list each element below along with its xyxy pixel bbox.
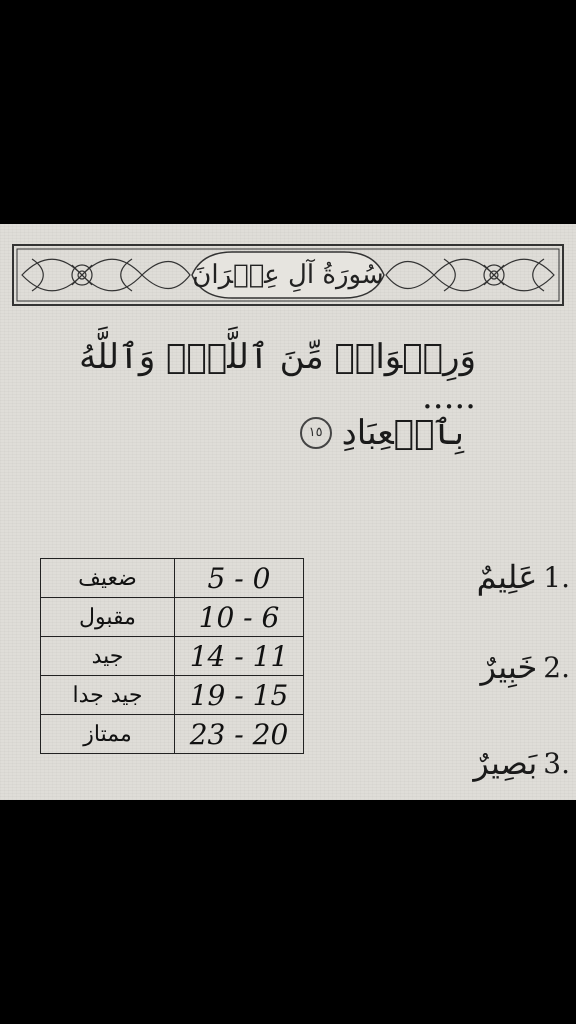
grade-label: ممتاز bbox=[41, 715, 175, 754]
table-row bbox=[41, 676, 304, 715]
grade-label: ضعيف bbox=[41, 559, 175, 598]
quiz-card bbox=[0, 224, 576, 800]
choice-number: 1. bbox=[543, 560, 570, 594]
table-row bbox=[41, 637, 304, 676]
ayah-number-marker: ١٥ bbox=[300, 417, 332, 449]
choice-number: 3. bbox=[543, 746, 570, 780]
score-range: 5 - 0 bbox=[175, 559, 304, 598]
surah-header-banner bbox=[12, 244, 564, 306]
grade-label: جيد جدا bbox=[41, 676, 175, 715]
choice-word: بَصِيرٌ bbox=[473, 744, 538, 782]
grade-label: مقبول bbox=[41, 598, 175, 637]
table-row bbox=[41, 715, 304, 754]
choice-word: خَبِيرٌ bbox=[480, 648, 538, 686]
choice-number: 2. bbox=[543, 650, 570, 684]
score-range: 19 - 15 bbox=[175, 676, 304, 715]
score-range: 10 - 6 bbox=[175, 598, 304, 637]
score-range: 23 - 20 bbox=[175, 715, 304, 754]
score-range: 14 - 11 bbox=[175, 637, 304, 676]
answer-choice-2[interactable] bbox=[350, 640, 570, 694]
verse-line-1: وَرِضۡوَانٞ مِّنَ ٱللَّهِۗ وَٱللَّهُ ..... bbox=[79, 337, 476, 417]
choice-word: عَلِيمٌ bbox=[476, 558, 538, 596]
surah-title: سُورَةُ آلِ عِمۡرَانَ bbox=[192, 260, 384, 290]
answer-choice-1[interactable] bbox=[350, 550, 570, 604]
verse-line-2-text: بِٱلۡعِبَادِ bbox=[341, 413, 464, 453]
grading-table bbox=[40, 558, 304, 754]
table-row bbox=[41, 598, 304, 637]
table-row bbox=[41, 559, 304, 598]
verse-line-2 bbox=[64, 412, 464, 453]
grade-label: جيد bbox=[41, 637, 175, 676]
answer-choice-3[interactable] bbox=[350, 736, 570, 790]
